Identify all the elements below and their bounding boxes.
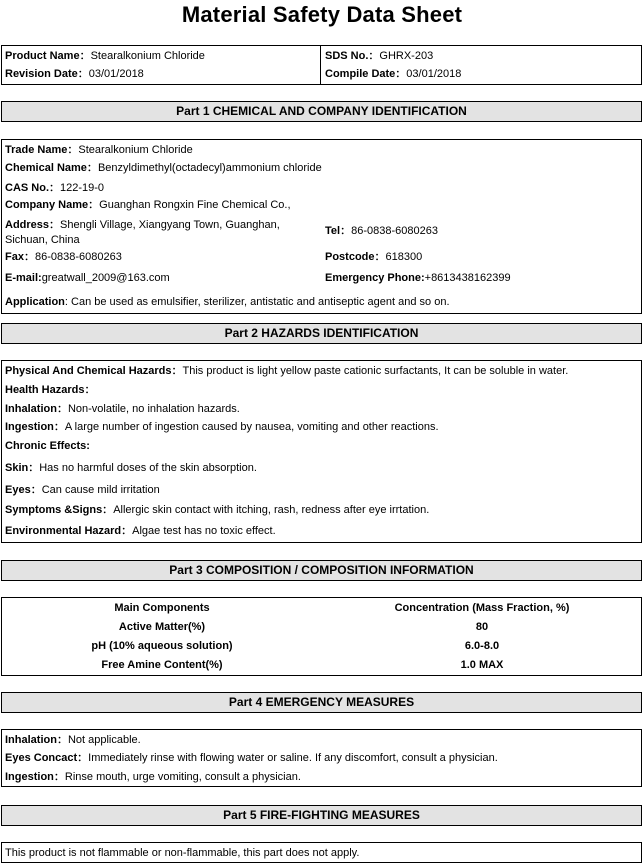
part1-heading: Part 1 CHEMICAL AND COMPANY IDENTIFICATION xyxy=(1,101,642,122)
email-row xyxy=(5,271,170,285)
em-inhalation-label: Inhalation： xyxy=(5,734,68,746)
ingestion-row xyxy=(5,420,439,434)
fax-value: 86-0838-6080263 xyxy=(34,251,122,263)
company-row xyxy=(5,198,291,212)
em-eyes-value: Immediately rinse with flowing water or saline. If any discomfort, consult a physician. xyxy=(88,752,498,764)
fire-fighting-text: This product is not flammable or non-flammable, this part does not apply. xyxy=(5,847,360,859)
revision-date-label: Revision Date： xyxy=(5,68,89,80)
health-hazards-label: Health Hazards： xyxy=(5,384,96,396)
sds-no-value: GHRX-203 xyxy=(379,50,434,62)
email-value: greatwall_2009@163.com xyxy=(41,272,170,284)
em-ingestion-row xyxy=(5,770,301,784)
symptoms-value: Allergic skin contact with itching, rash, redness after eye irrtation. xyxy=(113,504,430,516)
table-cell-component: pH (10% aqueous solution) xyxy=(91,640,233,652)
health-hazards-row xyxy=(5,383,95,397)
symptoms-label: Symptoms &Signs： xyxy=(5,504,114,516)
col-header-concentration: Concentration (Mass Fraction, %) xyxy=(394,602,570,614)
table-cell-concentration: 1.0 MAX xyxy=(460,659,504,671)
part3-heading: Part 3 COMPOSITION / COMPOSITION INFORMATION xyxy=(1,560,642,581)
tel-row xyxy=(325,224,438,238)
em-inhalation-value: Not applicable. xyxy=(67,734,141,746)
revision-date-value: 03/01/2018 xyxy=(88,68,144,80)
em-eyes-row xyxy=(5,751,498,765)
postcode-value: 618300 xyxy=(385,251,423,263)
table-cell-concentration: 6.0-8.0 xyxy=(464,640,500,652)
skin-value: Has no harmful doses of the skin absorption. xyxy=(39,462,257,474)
product-name-value: Stearalkonium Chloride xyxy=(90,50,205,62)
company-label: Company Name： xyxy=(5,199,100,211)
product-name-row xyxy=(5,49,205,63)
inhalation-value: Non-volatile, no inhalation hazards. xyxy=(67,403,240,415)
inhalation-row xyxy=(5,402,240,416)
skin-label: Skin： xyxy=(5,462,40,474)
compile-date-row xyxy=(325,67,461,81)
application-value: : Can be used as emulsifier, sterilizer, antistatic and antiseptic agent and so on. xyxy=(64,296,450,308)
chronic-effects-label: Chronic Effects: xyxy=(5,440,90,452)
table-cell-component: Active Matter(%) xyxy=(118,621,206,633)
part4-box xyxy=(1,729,642,787)
address-label: Address： xyxy=(5,219,61,231)
part1-box xyxy=(1,139,642,314)
ingestion-value: A large number of ingestion caused by nausea, vomiting and other reactions. xyxy=(64,421,439,433)
physical-hazards-value: This product is light yellow paste cationic surfactants, It can be soluble in water. xyxy=(182,365,569,377)
em-ingestion-label: Ingestion： xyxy=(5,771,65,783)
part5-box xyxy=(1,842,642,863)
physical-hazards-row xyxy=(5,364,568,378)
fax-row xyxy=(5,250,122,264)
compile-date-label: Compile Date： xyxy=(325,68,407,80)
trade-name-row xyxy=(5,143,193,157)
postcode-label: Postcode： xyxy=(325,251,386,263)
inhalation-label: Inhalation： xyxy=(5,403,68,415)
fax-label: Fax： xyxy=(5,251,35,263)
composition-table xyxy=(1,597,642,676)
em-inhalation-row xyxy=(5,733,141,747)
environmental-hazard-row xyxy=(5,524,276,538)
postcode-row xyxy=(325,250,422,264)
revision-date-row xyxy=(5,67,144,81)
cas-row xyxy=(5,181,104,195)
part2-box xyxy=(1,360,642,543)
chemical-name-label: Chemical Name： xyxy=(5,162,98,174)
sds-no-row xyxy=(325,49,433,63)
environmental-hazard-label: Environmental Hazard： xyxy=(5,525,133,537)
address-line2: Sichuan, China xyxy=(5,234,80,246)
em-ingestion-value: Rinse mouth, urge vomiting, consult a physician. xyxy=(64,771,301,783)
chronic-effects-row xyxy=(5,439,90,453)
cas-value: 122-19-0 xyxy=(60,182,105,194)
document-title: Material Safety Data Sheet xyxy=(181,2,463,27)
address-row xyxy=(5,218,280,232)
emergency-row xyxy=(325,271,511,285)
environmental-hazard-value: Algae test has no toxic effect. xyxy=(132,525,276,537)
eyes-label: Eyes： xyxy=(5,484,42,496)
tel-value: 86-0838-6080263 xyxy=(351,225,438,237)
header-divider xyxy=(320,46,321,84)
chemical-name-row xyxy=(5,161,322,175)
application-label: Application xyxy=(5,296,65,308)
chemical-name-value: Benzyldimethyl(octadecyl)ammonium chloride xyxy=(97,162,322,174)
compile-date-value: 03/01/2018 xyxy=(406,68,462,80)
table-cell-concentration: 80 xyxy=(475,621,489,633)
trade-name-label: Trade Name： xyxy=(5,144,79,156)
eyes-value: Can cause mild irritation xyxy=(41,484,160,496)
header-info-box xyxy=(1,45,642,85)
part2-heading: Part 2 HAZARDS IDENTIFICATION xyxy=(1,323,642,344)
part4-heading: Part 4 EMERGENCY MEASURES xyxy=(1,692,642,713)
part5-heading: Part 5 FIRE-FIGHTING MEASURES xyxy=(1,805,642,826)
email-label: E-mail: xyxy=(5,272,42,284)
skin-row xyxy=(5,461,257,475)
em-eyes-label: Eyes Concact： xyxy=(5,752,89,764)
emergency-label: Emergency Phone: xyxy=(325,272,425,284)
product-name-label: Product Name： xyxy=(5,50,91,62)
col-header-components: Main Components xyxy=(114,602,210,614)
trade-name-value: Stearalkonium Chloride xyxy=(78,144,193,156)
emergency-value: +8613438162399 xyxy=(424,272,511,284)
physical-hazards-label: Physical And Chemical Hazards： xyxy=(5,365,183,377)
table-cell-component: Free Amine Content(%) xyxy=(101,659,223,671)
tel-label: Tel： xyxy=(325,225,352,237)
eyes-row xyxy=(5,483,160,497)
address-line1: Shengli Village, Xiangyang Town, Guanghan, xyxy=(60,219,280,231)
application-row xyxy=(5,295,450,309)
company-value: Guanghan Rongxin Fine Chemical Co., xyxy=(99,199,291,211)
sds-no-label: SDS No.： xyxy=(325,50,380,62)
ingestion-label: Ingestion： xyxy=(5,421,65,433)
cas-label: CAS No.： xyxy=(5,182,60,194)
symptoms-row xyxy=(5,503,429,517)
